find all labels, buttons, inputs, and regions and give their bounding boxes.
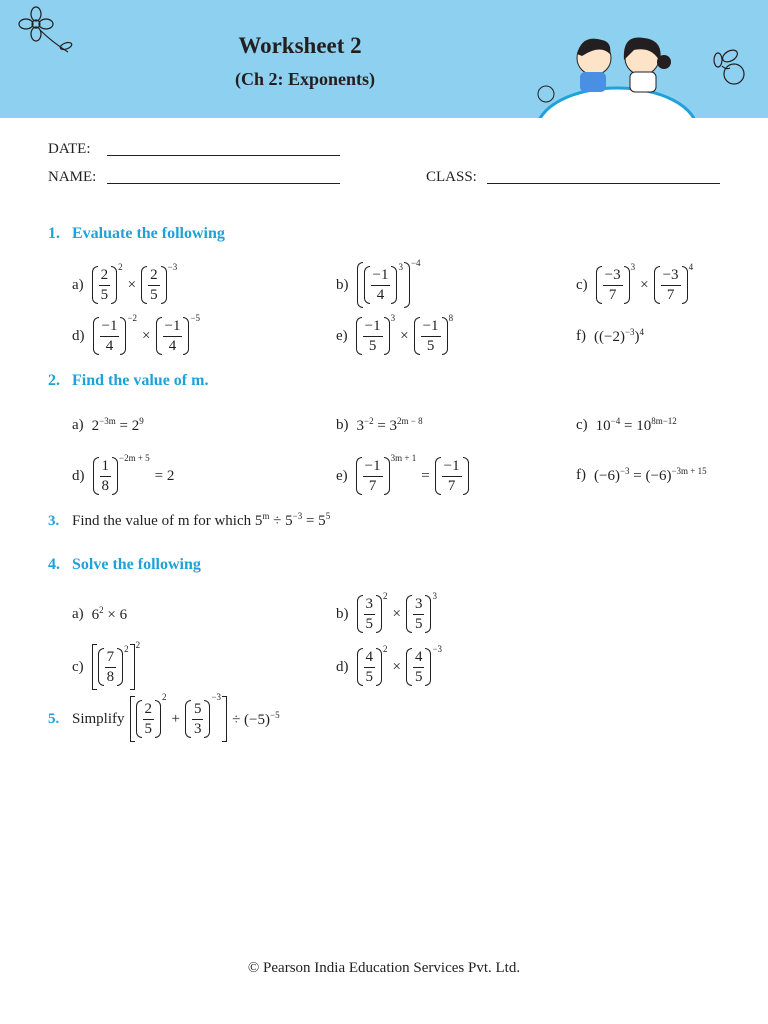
worksheet-title: Worksheet 2: [238, 33, 362, 58]
q2-item-f: f) $(-6)^{-3} = (-6)^{-3m + 15}$: [576, 466, 707, 484]
worksheet-subtitle: (Ch 2: Exponents): [234, 69, 376, 89]
date-input-line[interactable]: [107, 155, 340, 156]
q4-heading: 4. Solve the following: [48, 556, 201, 573]
q2-item-e: e) $\frac{-1}{7}$ 3m + 1 = $\frac{-1}{7}$: [336, 457, 469, 495]
copyright-footer: © Pearson India Education Services Pvt. Ltd.: [247, 960, 521, 976]
q1-item-c: c) $\frac{-3}{7}$ 3 × $\frac{-3}{7}$ 4: [576, 262, 694, 303]
q5-question: 5. Simplify $\frac{2}{5}$ 2 + $\frac{5}{3}$ −3 ÷ $(-5)^{-5}$: [48, 696, 285, 742]
date-label: DATE:: [48, 141, 91, 157]
q1-item-b: b) $\frac{-1}{4}$ 3 −4: [336, 262, 421, 308]
q1-item-d: d) $\frac{-1}{4}$ −2 × $\frac{-1}{4}$ −5: [72, 313, 201, 354]
q4-item-d: d) $\frac{4}{5}$ 2 × $\frac{4}{5}$ −3: [336, 644, 443, 685]
q3-question: 3. Find the value of m for which $5^m \div 5^{-3} = 5^5$: [48, 511, 331, 529]
kids-globe-illustration-icon: [522, 20, 712, 118]
header-banner: [0, 0, 768, 118]
class-label: CLASS:: [426, 169, 477, 185]
q1-item-f: f) $((-2)^{-3})^4$: [576, 327, 645, 345]
q1-heading: 1. Evaluate the following: [48, 225, 225, 242]
leaf-doodle-icon: [700, 38, 760, 98]
q2-item-b: b) $3^{-2} = 3^{2m - 8}$: [336, 416, 423, 434]
q1-item-a: a) $\frac{2}{5}$ 2 × $\frac{2}{5}$ −3: [72, 262, 178, 303]
q2-item-c: c) $10^{-4} = 10^{8m-12}$: [576, 416, 677, 434]
q2-heading: 2. Find the value of m.: [48, 372, 209, 389]
name-input-line[interactable]: [107, 183, 340, 184]
q4-item-a: a) $6^2 \times 6$: [72, 605, 128, 623]
q1-item-e: e) $\frac{-1}{5}$ 3 × $\frac{-1}{5}$ 8: [336, 313, 454, 354]
q4-item-b: b) $\frac{3}{5}$ 2 × $\frac{3}{5}$ 3: [336, 591, 437, 632]
name-label: NAME:: [48, 169, 97, 185]
class-input-line[interactable]: [487, 183, 720, 184]
q2-item-d: d) $\frac{1}{8}$ −2m + 5 = 2: [72, 453, 175, 494]
q2-item-a: a) $2^{-3m} = 2^9$: [72, 416, 144, 434]
q4-item-c: c) $\frac{7}{8}$ 2 2: [72, 644, 140, 690]
